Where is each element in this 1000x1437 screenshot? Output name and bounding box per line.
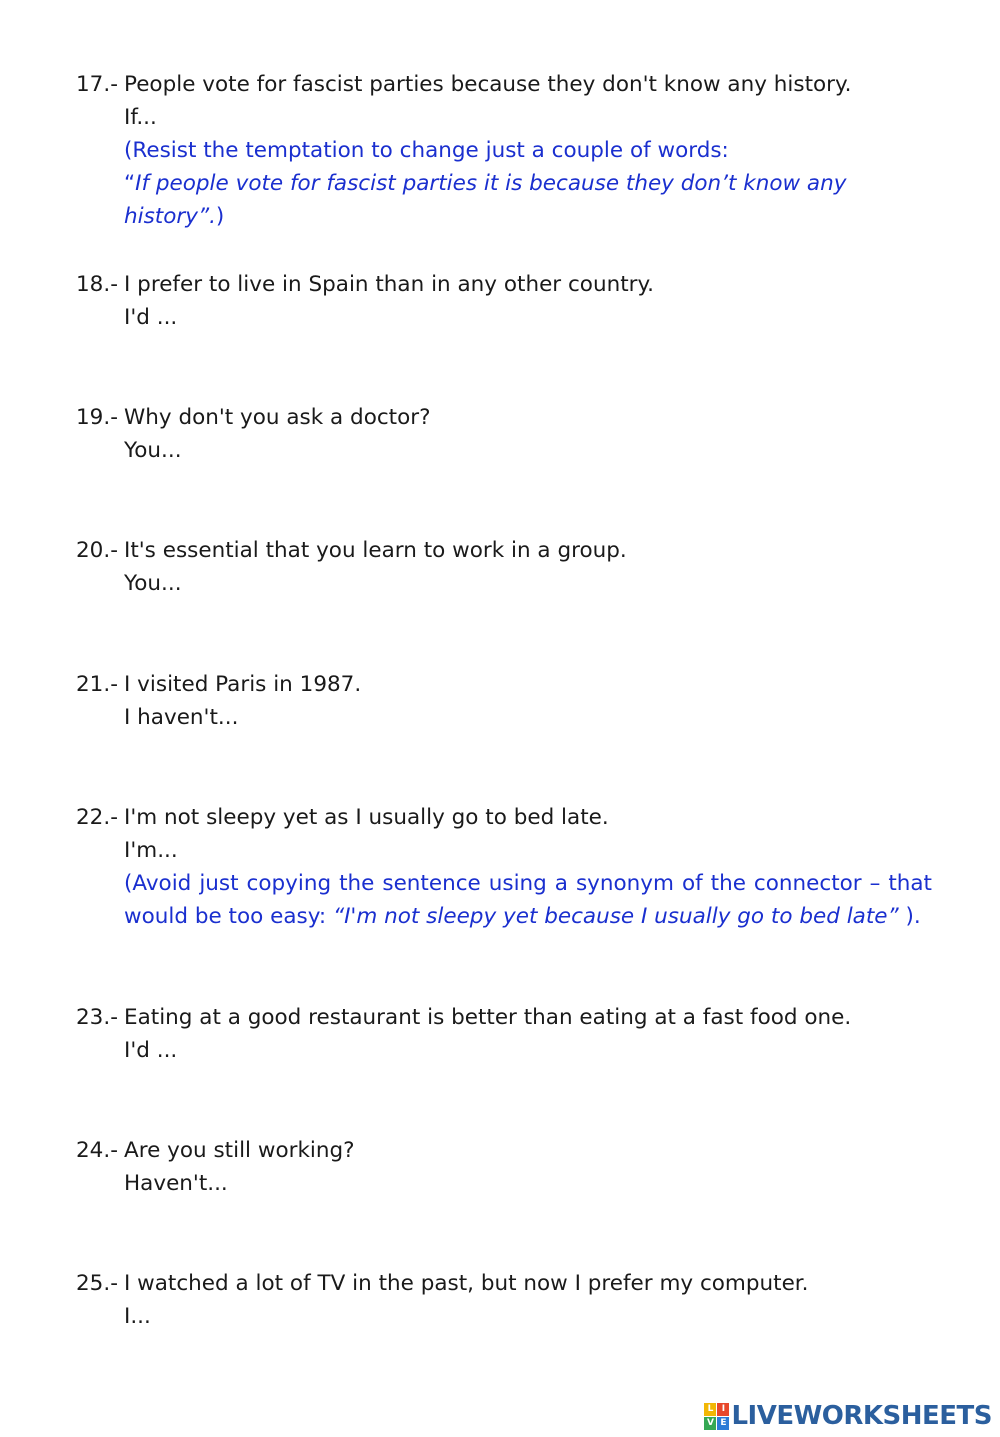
question-18 xyxy=(76,268,932,334)
question-number: 21.- xyxy=(76,672,118,697)
hint-quote-close: ) xyxy=(215,204,225,229)
logo-mark-icon xyxy=(704,1403,728,1429)
question-sentence: It's essential that you learn to work in a group. xyxy=(124,538,627,563)
liveworksheets-logo xyxy=(704,1398,992,1434)
question-25 xyxy=(76,1267,932,1333)
question-number: 20.- xyxy=(76,538,118,563)
question-23 xyxy=(76,1001,932,1067)
question-sentence: I'm not sleepy yet as I usually go to bed late. xyxy=(124,805,609,830)
answer-prompt: Haven't... xyxy=(124,1171,228,1196)
answer-prompt: I'd ... xyxy=(124,1038,178,1063)
hint-example: If people vote for fascist parties it is because they don’t know any history”. xyxy=(124,171,847,229)
answer-prompt: I'd ... xyxy=(124,305,178,330)
hint-note-line1: (Resist the temptation to change just a couple of words: xyxy=(124,138,729,163)
question-sentence: People vote for fascist parties because they don't know any history. xyxy=(124,72,852,97)
logo-mark-letter: E xyxy=(717,1417,729,1430)
question-24 xyxy=(76,1134,932,1200)
hint-note-end: ). xyxy=(898,904,921,929)
question-19 xyxy=(76,401,932,467)
answer-prompt: If... xyxy=(124,105,157,130)
question-20 xyxy=(76,534,932,600)
hint-note xyxy=(124,867,932,933)
logo-mark-letter: V xyxy=(704,1417,716,1430)
question-number: 25.- xyxy=(76,1271,118,1296)
logo-mark-letter: I xyxy=(717,1403,729,1416)
answer-prompt: I... xyxy=(124,1304,151,1329)
answer-prompt: I'm... xyxy=(124,838,178,863)
question-number: 17.- xyxy=(76,72,118,97)
answer-prompt: You... xyxy=(124,438,182,463)
question-number: 22.- xyxy=(76,805,118,830)
question-number: 18.- xyxy=(76,272,118,297)
question-sentence: I watched a lot of TV in the past, but now I prefer my computer. xyxy=(124,1271,809,1296)
question-21 xyxy=(76,668,932,734)
hint-note xyxy=(124,134,932,233)
question-number: 23.- xyxy=(76,1005,118,1030)
logo-mark-letter: L xyxy=(704,1403,716,1416)
answer-prompt: You... xyxy=(124,571,182,596)
question-sentence: Why don't you ask a doctor? xyxy=(124,405,431,430)
hint-example: “I'm not sleepy yet because I usually go to bed late” xyxy=(332,904,899,929)
question-number: 19.- xyxy=(76,405,118,430)
hint-note-start: (Avoid just copying the sentence using a synonym of the connector – that would be too easy: xyxy=(124,871,932,929)
question-sentence: I visited Paris in 1987. xyxy=(124,672,362,697)
question-17 xyxy=(76,68,932,233)
logo-text: LIVEWORKSHEETS xyxy=(731,1401,992,1431)
answer-prompt: I haven't... xyxy=(124,705,239,730)
question-sentence: I prefer to live in Spain than in any other country. xyxy=(124,272,654,297)
question-sentence: Are you still working? xyxy=(124,1138,355,1163)
question-22 xyxy=(76,801,932,933)
question-sentence: Eating at a good restaurant is better than eating at a fast food one. xyxy=(124,1005,852,1030)
question-number: 24.- xyxy=(76,1138,118,1163)
hint-quote-open: “ xyxy=(124,171,136,196)
